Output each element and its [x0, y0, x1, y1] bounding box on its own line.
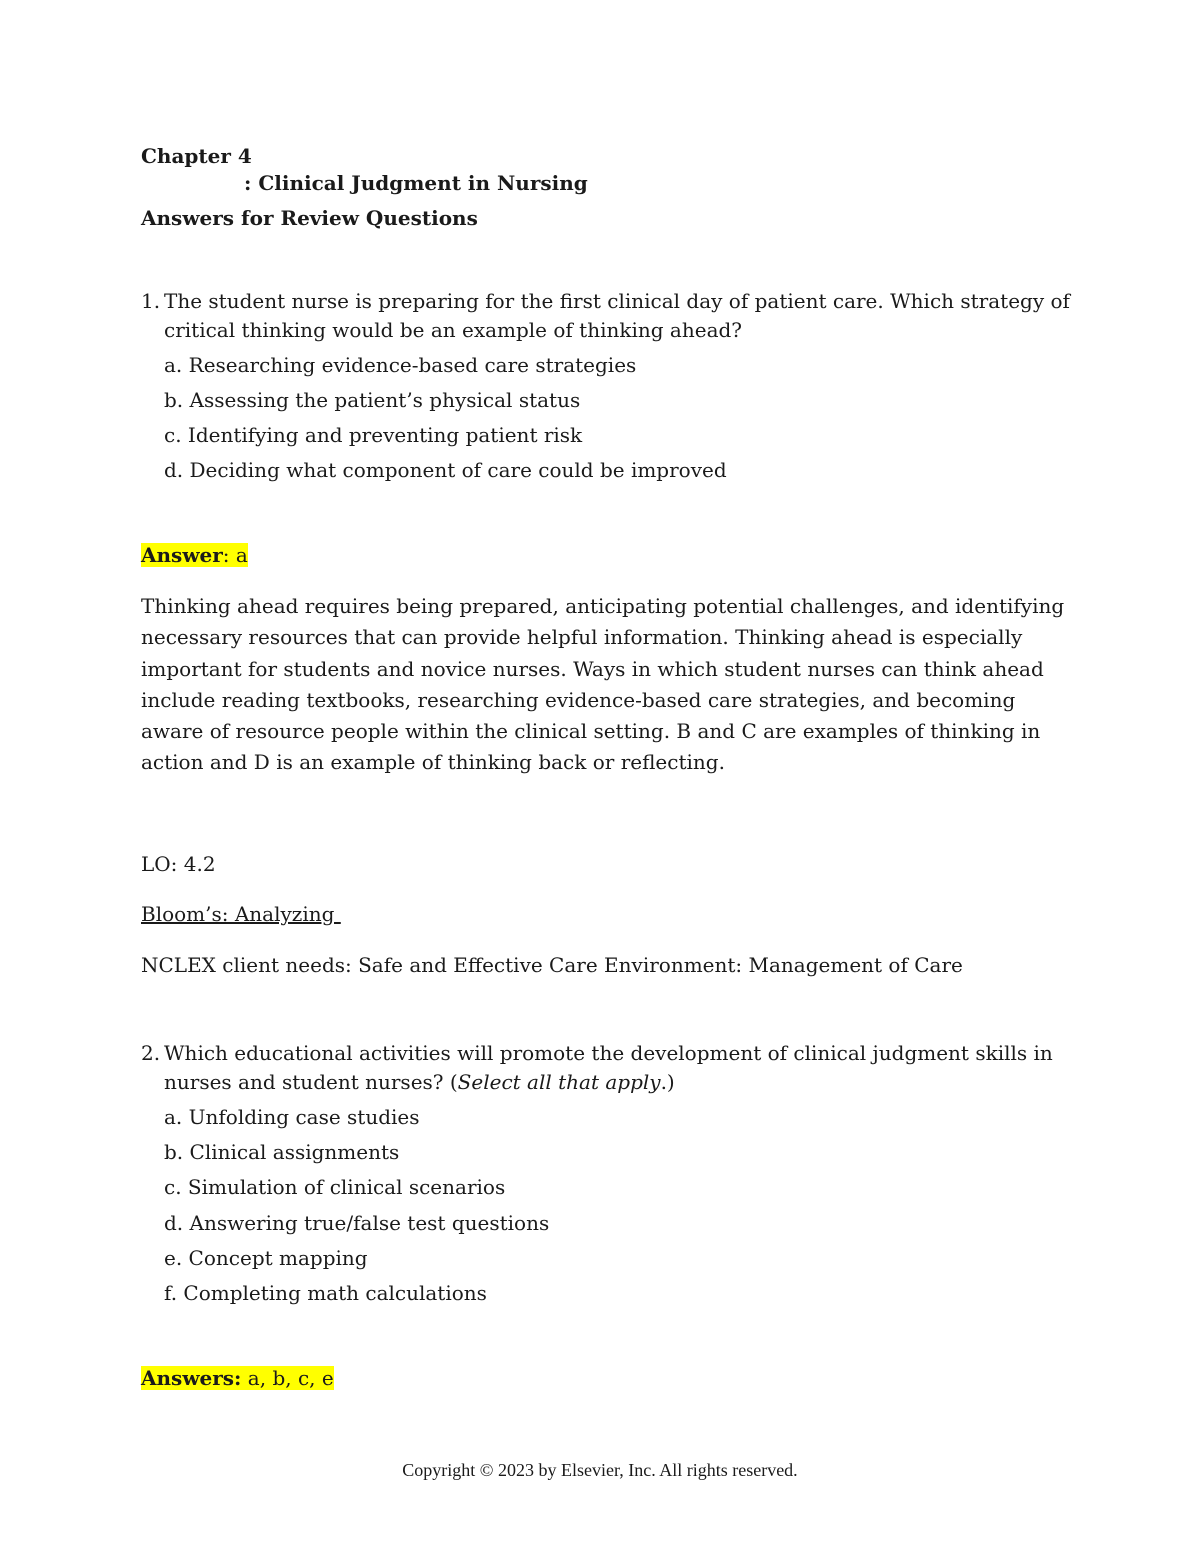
answer-option: e. Concept mapping [164, 1246, 368, 1270]
answer-label: Answers: [141, 1366, 242, 1390]
answer-option: c. Simulation of clinical scenarios [164, 1175, 506, 1199]
answer-label: Answer [141, 543, 223, 567]
nclex-needs: NCLEX client needs: Safe and Effective Care Environment: Management of Care [141, 953, 963, 977]
answer-option: a. Unfolding case studies [164, 1105, 420, 1129]
answer-option: d. Deciding what component of care could be improved [164, 458, 727, 482]
answer-option: d. Answering true/false test questions [164, 1211, 550, 1235]
answer-highlight [141, 543, 248, 567]
section-title: Answers for Review Questions [141, 206, 478, 230]
question-stem-line: The student nurse is preparing for the first clinical day of patient care. Which strategy of [164, 289, 1070, 313]
select-all-instruction: Select all that apply [457, 1070, 661, 1094]
answer-highlight [141, 1366, 334, 1390]
copyright-footer: Copyright © 2023 by Elsevier, Inc. All rights reserved. [402, 1460, 798, 1480]
answer-value: : a [222, 543, 248, 567]
answer-option: b. Clinical assignments [164, 1140, 400, 1164]
question-stem-line [164, 1067, 675, 1098]
chapter-title: Chapter 4 [141, 144, 252, 168]
answer-option: b. Assessing the patient’s physical status [164, 388, 581, 412]
stem-suffix: .) [660, 1070, 675, 1094]
blooms-level: Bloom’s: Analyzing [141, 902, 341, 926]
answer-line [141, 540, 248, 571]
answer-line [141, 1363, 334, 1394]
answer-option: a. Researching evidence-based care strategies [164, 353, 637, 377]
answer-option: c. Identifying and preventing patient risk [164, 423, 583, 447]
question-stem-line: critical thinking would be an example of thinking ahead? [164, 318, 743, 342]
chapter-subtitle: : Clinical Judgment in Nursing [244, 171, 588, 195]
learning-objective: LO: 4.2 [141, 852, 216, 876]
question-number: 1. [141, 289, 161, 313]
answer-option: f. Completing math calculations [164, 1281, 487, 1305]
question-stem-line: Which educational activities will promote the development of clinical judgment skills in [164, 1041, 1053, 1065]
question-number: 2. [141, 1041, 161, 1065]
stem-prefix: nurses and student nurses? ( [164, 1070, 458, 1094]
answer-value: a, b, c, e [241, 1366, 334, 1390]
rationale-paragraph: Thinking ahead requires being prepared, anticipating potential challenges, and identifying necessary resources that can provide helpful information. Thinking ahead is especially important for students and novice nurses. Ways in which student nurses can think ahead include reading textbooks, researching evidence-based care strategies, and becoming aware of resource people within the clinical setting. B and C are examples of thinking in action and D is an example of thinking back or reflecting. [141, 594, 1065, 775]
